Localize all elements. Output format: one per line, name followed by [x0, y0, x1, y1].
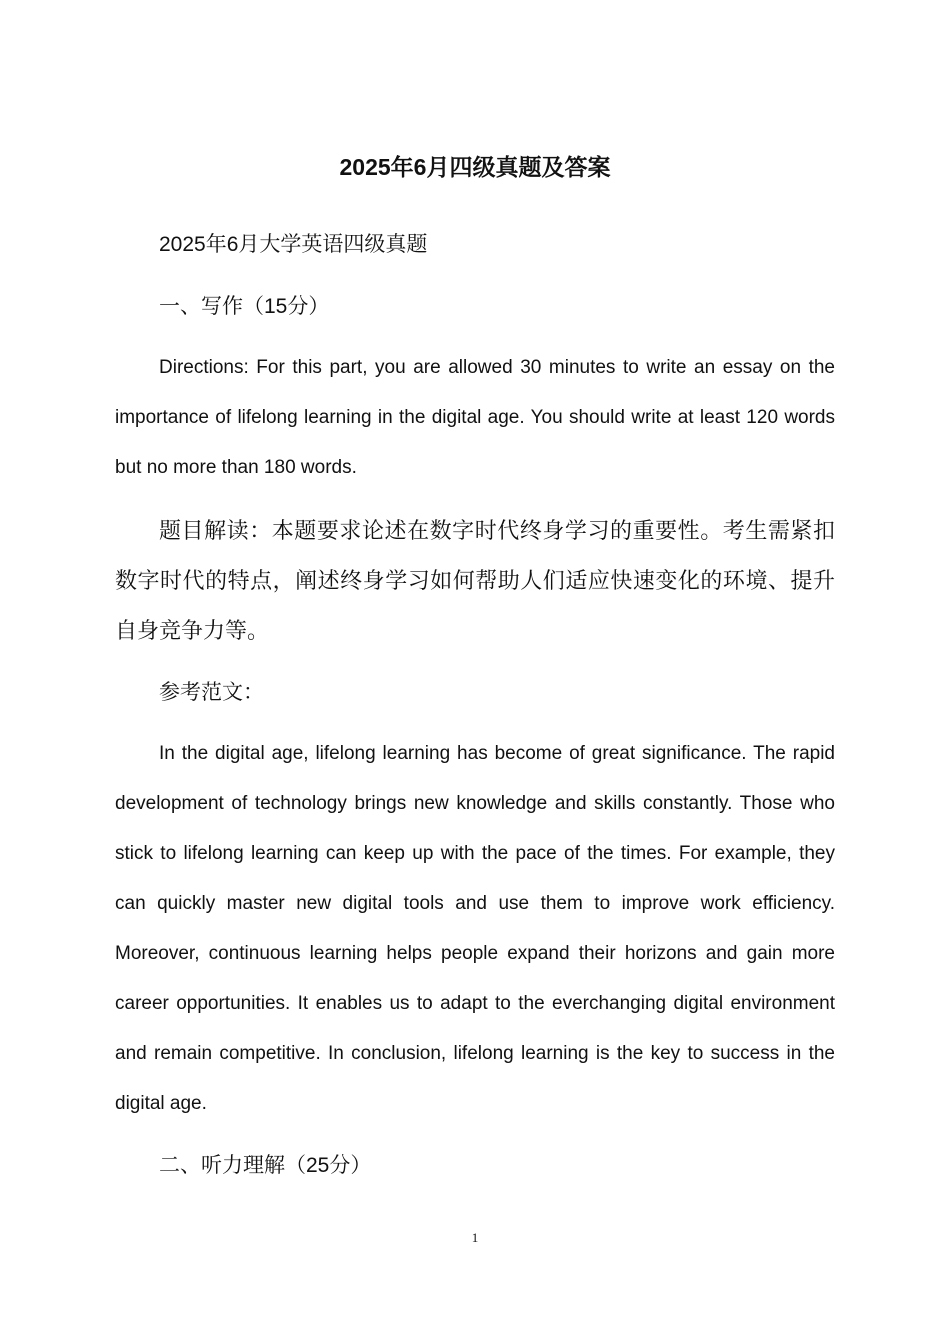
document-title: 2025年6月四级真题及答案	[339, 154, 611, 180]
question-analysis: 题目解读：本题要求论述在数字时代终身学习的重要性。考生需紧扣数字时代的特点，阐述终身学习如何帮助人们适应快速变化的环境、提升自身竞争力等。	[115, 518, 835, 643]
sample-essay-label: 参考范文：	[159, 681, 264, 704]
writing-section-heading: 一、写作（15分）	[159, 295, 330, 318]
listening-section-heading: 二、听力理解（25分）	[159, 1154, 372, 1177]
sample-essay: In the digital age, lifelong learning has become of great significance. The rapid development of technology brings new knowledge and skills constantly. Those who stick to lifelong learning can keep up with the pace of the times. For example, they can quickly master new digital tools and use them to improve work efficiency. Moreover, continuous learning helps people expand their horizons and gain more career opportunities. It enables us to adapt to the everchanging digital environment and remain competitive. In conclusion, lifelong learning is the key to success in the digital age.	[115, 743, 835, 1114]
writing-directions: Directions: For this part, you are allowed 30 minutes to write an essay on the importance of lifelong learning in the digital age. You should write at least 120 words but no more than 180 words.	[115, 357, 835, 478]
page-number: 1	[471, 1230, 479, 1245]
exam-subtitle: 2025年6月大学英语四级真题	[159, 233, 428, 256]
